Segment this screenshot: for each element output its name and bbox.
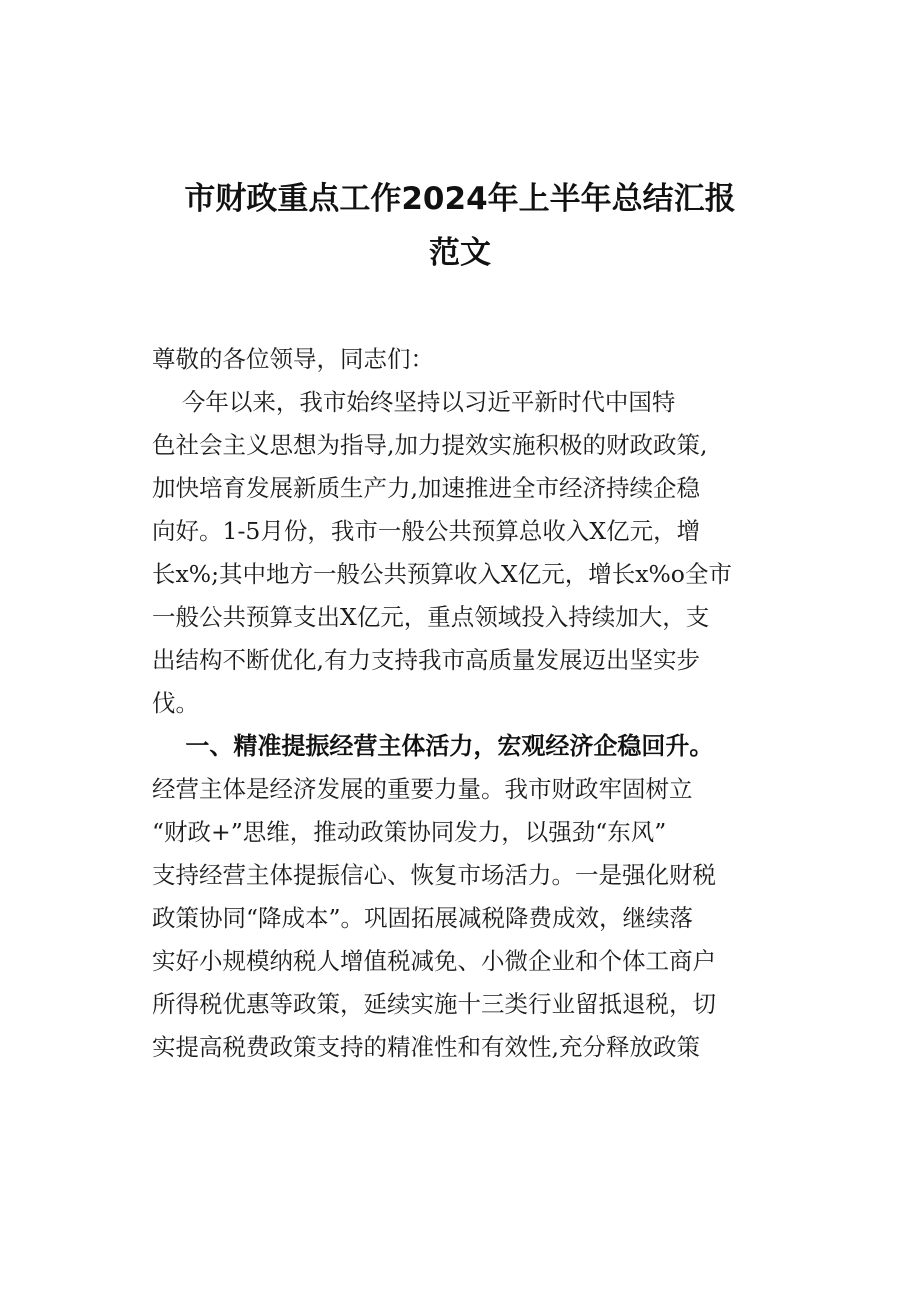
section-line: “财政+”思维，推动政策协同发力，以强劲“东风” (152, 818, 667, 846)
intro-line: 伐。 (152, 689, 199, 717)
intro-line: 出结构不断优化,有力支持我市高质量发展迈出坚实步 (152, 646, 700, 674)
intro-line: 向好。1-5月份，我市一般公共预算总收入X亿元，增 (152, 517, 701, 545)
section-line: 所得税优惠等政策，延续实施十三类行业留抵退税，切 (152, 990, 716, 1018)
salutation: 尊敬的各位领导，同志们： (152, 345, 434, 373)
intro-line: 一般公共预算支出X亿元，重点领域投入持续加大，支 (152, 603, 710, 631)
intro-line: 加快培育发展新质生产力,加速推进全市经济持续企稳 (152, 474, 700, 502)
section-line: 经营主体是经济发展的重要力量。我市财政牢固树立 (152, 775, 693, 803)
intro-line: 今年以来，我市始终坚持以习近平新时代中国特 (152, 388, 676, 416)
intro-line: 长x%;其中地方一般公共预算收入X亿元，增长x%o全市 (152, 560, 732, 588)
section-line: 实好小规模纳税人增值税减免、小微企业和个体工商户 (152, 947, 716, 975)
section-line: 政策协同“降成本”。巩固拓展减税降费成效，继续落 (152, 904, 694, 932)
section-line: 支持经营主体提振信心、恢复市场活力。一是强化财税 (152, 861, 716, 889)
intro-line: 色社会主义思想为指导,加力提效实施积极的财政政策, (152, 431, 708, 459)
document-title-line-1: 市财政重点工作2024年上半年总结汇报 (184, 181, 736, 217)
section-line: 实提高税费政策支持的精准性和有效性,充分释放政策 (152, 1033, 700, 1061)
section-heading: 一、精准提振经营主体活力，宏观经济企稳回升。 (152, 732, 714, 760)
document-title-line-2: 范文 (429, 235, 491, 271)
